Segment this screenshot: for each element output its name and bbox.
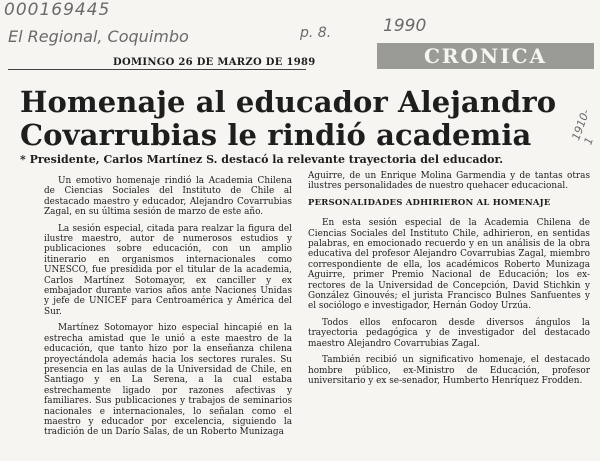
paragraph: También recibió un significativo homenaje, el destacado hombre público, ex-Ministro de Educación, profesor universitario y ex se-senador, Humberto Henríquez Frodden. [308,355,590,386]
headline-line-1: Homenaje al educador Alejandro [20,85,557,119]
column-right [308,171,590,392]
headline [20,86,590,152]
paragraph: La sesión especial, citada para realzar la figura del ilustre maestro, autor de numerosos estudios y publicaciones sobre educación, con un amplio itinerario en organismos internacionales como UNESCO, fue presidida por el titular de la academia, Carlos Martínez Sotomayor, ex canciller y ex embajador durante varios años ante Naciones Unidas y jefe de UNICEF para Centroamérica y América del Sur. [44,223,292,317]
paragraph-continued: Aguirre, de un Enrique Molina Garmendia y de tantas otras ilustres personalidades de nuestro quehacer educacional. [308,171,590,192]
headline-line-2: Covarrubias le rindió academia [20,118,532,152]
year-handwriting: 1990 [383,16,427,36]
source-handwriting: El Regional, Coquimbo [8,27,189,46]
subheading: PERSONALIDADES ADHIRIERON AL HOMENAJE [308,197,551,208]
paragraph: En esta sesión especial de la Academia Chilena de Ciencias Sociales del Instituto Chile, adhirieron, en sentidas palabras, en emocionado recuerdo y en un análisis de la obra educativa del profesor Alejandro Covarrubias Zagal, miembro correspondiente de ella, los académicos Roberto Munizaga Aguirre, primer Premio Nacional de Educación; los ex-rectores de la Universidad de Concepción, David Stichkin y González Ginouvés; el jurista Francisco Bulnes Sanfuentes y el sociólogo e investigador, Hernán Godoy Urzúa. [308,218,590,312]
column-left [44,176,292,444]
deck-subtitle: * Presidente, Carlos Martínez S. destacó la relevante trayectoria del educador. [20,153,504,166]
paragraph: Martínez Sotomayor hizo especial hincapié en la estrecha amistad que le unió a este maestro de la educación, que tanto hizo por la enseñanza chilena proyectándola además hacia los sectores rurales. Su presencia en las aulas de la Universidad de Chile, en Santiago y en La Serena, a la cual estaba estrechamente ligado por razones afectivas y familiares. Sus publicaciones y trabajos de seminarios nacionales e internacionales, lo señalan como el maestro y educador por excelencia, siguiendo la tradición de un Darío Salas, de un Roberto Munizaga [44,323,292,438]
paragraph: Un emotivo homenaje rindió la Academia Chilena de Ciencias Sociales del Instituto de Chile al destacado maestro y educador, Alejandro Covarrubias Zagal, en su última sesión de marzo de este año. [44,176,292,218]
paragraph: Todos ellos enfocaron desde diversos ángulos la trayectoria pedagógica y de investigador del destacado maestro Alejandro Covarrubias Zagal. [308,317,590,349]
side-handwriting: 1910-1 [569,107,597,147]
page-number-handwriting: p. 8. [300,25,332,41]
issue-date: DOMINGO 26 DE MARZO DE 1989 [113,57,316,68]
section-banner: CRONICA [377,43,594,69]
archive-code-handwriting: 000169445 [4,0,111,20]
header-rule [8,69,306,70]
